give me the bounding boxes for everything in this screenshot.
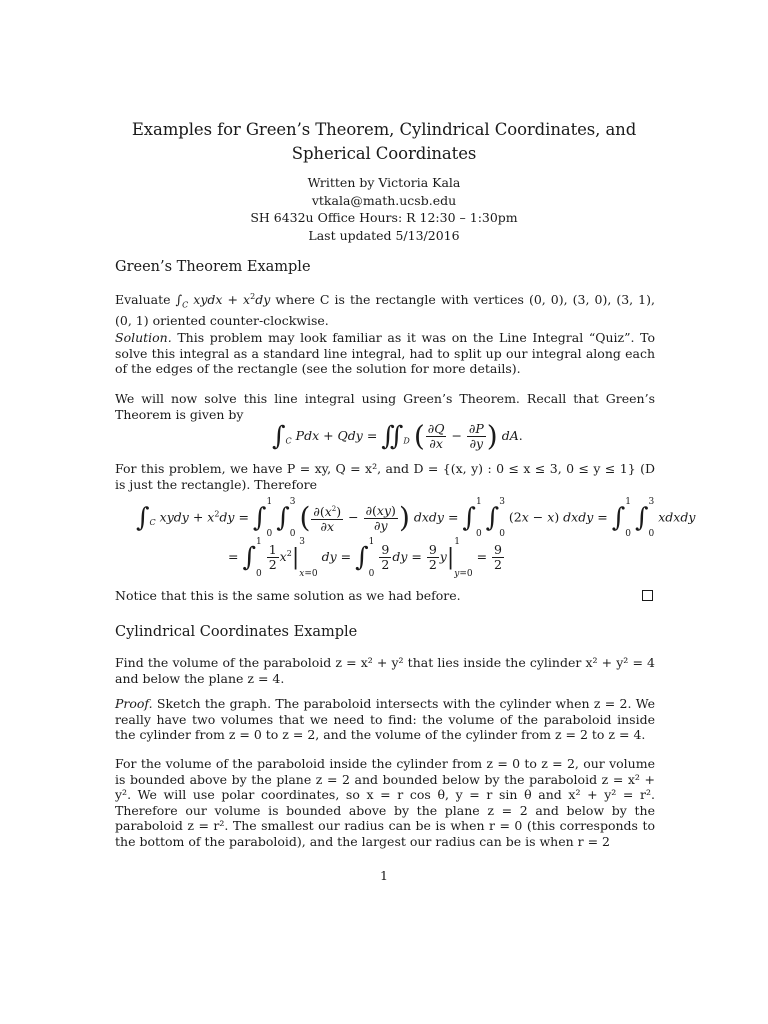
notice-paragraph: Notice that this is the same solution as we had before. [115,588,461,603]
recall-paragraph: We will now solve this line integral using Green’s Theorem. Recall that Green’s Theorem is given by [115,391,655,422]
cylindrical-problem: Find the volume of the paraboloid z = x² + y² that lies inside the cylinder x² + y² = 4 and below the plane z = 4. [115,655,655,686]
solution-text: This problem may look familiar as it was on the Line Integral “Quiz”. To solve this integral as a standard line integral, had to split up our integral along each of the edges of the rectangle (see the solution for more details). [115,330,655,376]
computation-line-1: $\int_C$ xydy + $x^2dy$ = ∫ 1 0 ∫ 3 0 ( $\frac{\partial(x^2)}{\partial x}$ − $\frac{\partial(xy)}{\partial y}$ ) dxdy = ∫ 1 0 ∫ 3 0 (2x − x) dxdy = ∫ 1 0 ∫ 3 0 xdxdy [136,497,696,540]
qed-box-icon [642,590,653,601]
problem-post: where C is the rectangle with vertices (0, 0), (3, 0), (3, 1), (0, 1) oriented counter-clockwise. [115,292,655,329]
page-number: 1 [380,868,388,883]
problem-greens [115,289,655,329]
document-title [114,118,654,166]
proof-paragraph [115,696,655,743]
problem-pre: Evaluate [115,292,176,308]
computation-line-2: = ∫ 1 0 $\frac{1}{2}$ $x^2|$ 3 x=0 dy = ∫ 1 0 $\frac{9}{2}$ dy = $\frac{9}{2}$ y| 1 y=0 = $\frac{9}{2}$ [228,536,502,579]
author-block [114,174,654,244]
greens-theorem-equation: $\int_C$ Pdx + Qdy = $∬_D$ ( $\frac{\partial Q}{\partial x}$ − $\frac{\partial P}{\partial y}$ ) dA. [272,419,523,453]
section-heading-greens: Green’s Theorem Example [115,259,311,275]
office-hours: SH 6432u Office Hours: R 12:30 – 1:30pm [250,210,518,225]
author-name: Written by Victoria Kala [307,175,461,190]
author-email: vtkala@math.ucsb.edu [311,192,457,208]
title-line-2: Spherical Coordinates [291,144,477,163]
section-heading-cylindrical: Cylindrical Coordinates Example [115,624,358,640]
solution-label: Solution. [115,330,172,345]
proof-label: Proof. [115,696,153,711]
proof-text: Sketch the graph. The paraboloid intersects with the cylinder when z = 2. We really have two volumes that we need to find: the volume of the paraboloid inside the cylinder from z = 0 to z = 2, and the volume of the cylinder from z = 2 to z = 4. [115,696,655,742]
solution-paragraph [115,330,655,377]
for-this-problem-paragraph: For this problem, we have P = xy, Q = x², and D = {(x, y) : 0 ≤ x ≤ 3, 0 ≤ y ≤ 1} (D is just the rectangle). Therefore [115,461,655,492]
volume-paragraph: For the volume of the paraboloid inside the cylinder from z = 0 to z = 2, our volume is bounded above by the plane z = 2 and bounded below by the paraboloid z = x² + y². We will use polar coordinates, so x = r cos θ, y = r sin θ and x² + y² = r². Therefore our volume is bounded above by the plane z = 2 and below by the paraboloid z = r². The smallest our radius can be is when r = 0 (this corresponds to the bottom of the paraboloid), and the largest our radius can be is when r = 2 [115,756,655,849]
last-updated: Last updated 5/13/2016 [308,227,460,243]
problem-integral: $\int_C$ xydx + $x^2dy$ [175,292,271,310]
title-line-1: Examples for Green’s Theorem, Cylindrical Coordinates, and [131,120,637,139]
